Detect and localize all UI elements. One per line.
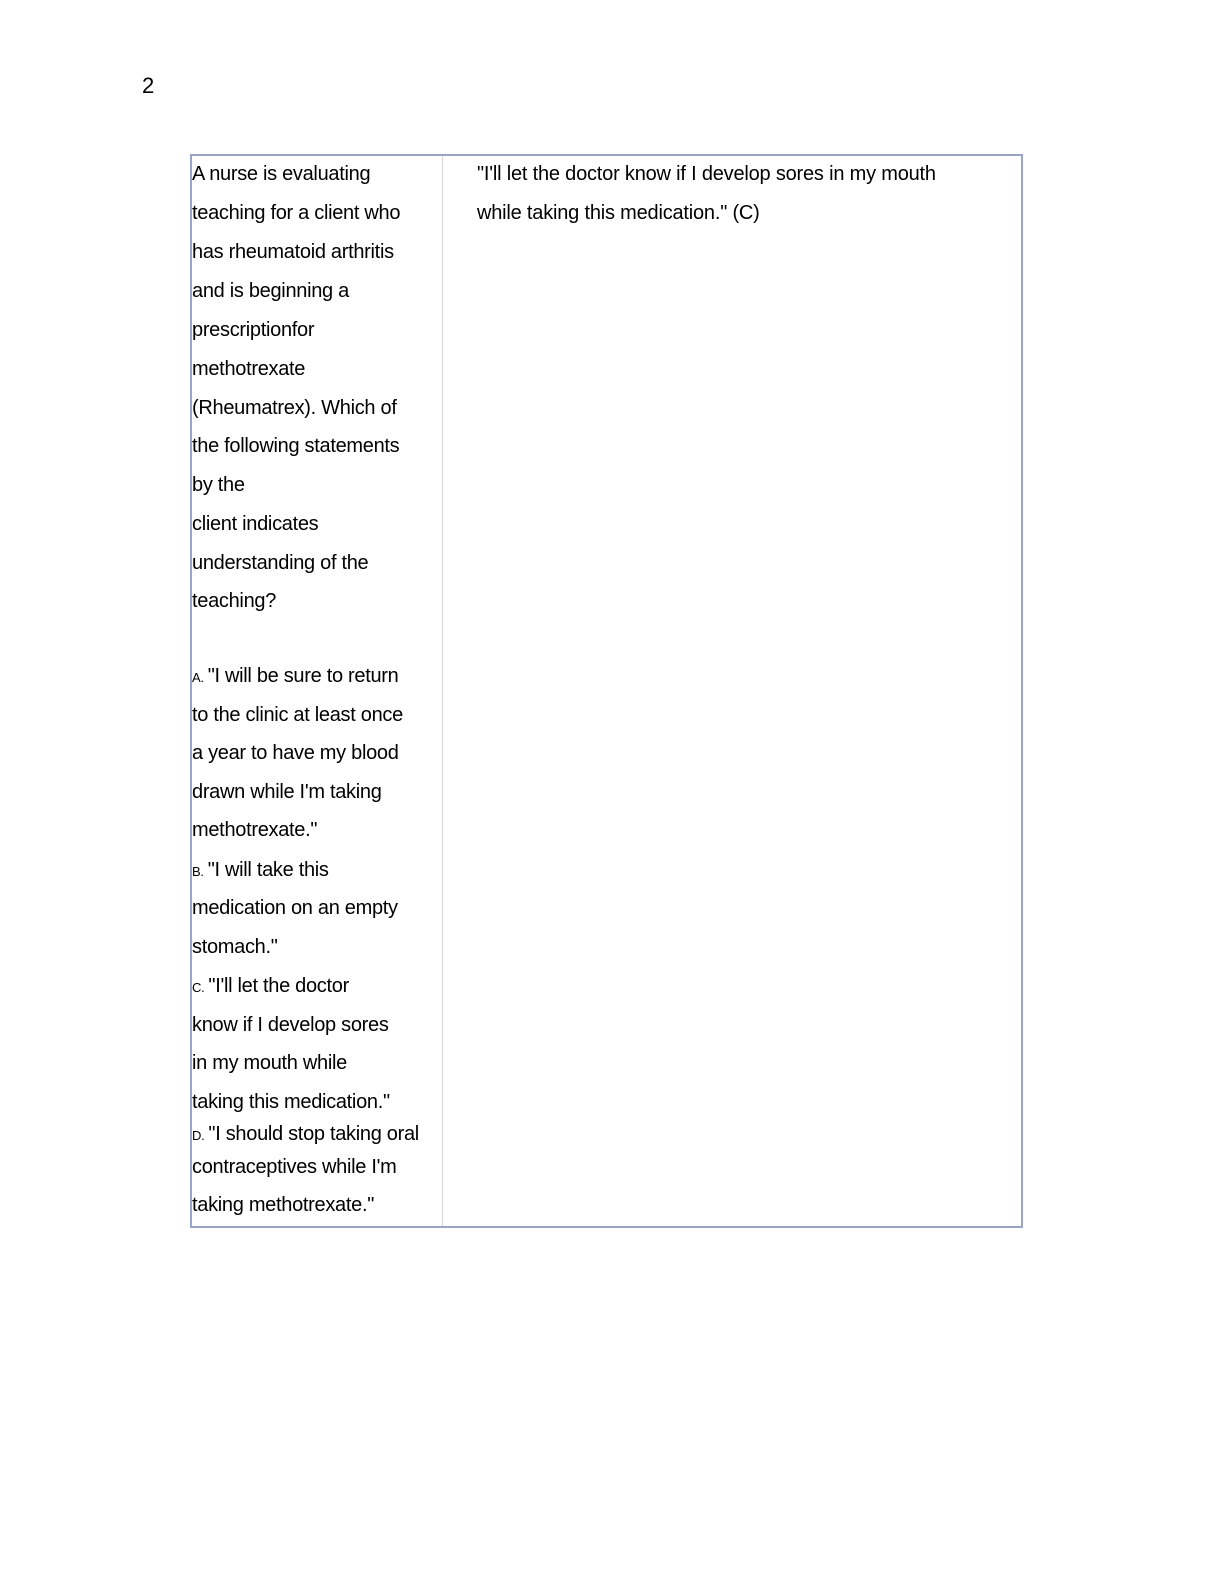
question-stem-line: teaching for a client who bbox=[192, 202, 401, 224]
question-cell bbox=[192, 156, 443, 1226]
option-letter: D. bbox=[192, 1128, 205, 1143]
question-stem-line: has rheumatoid arthritis bbox=[192, 241, 394, 263]
question-stem-line: teaching? bbox=[192, 590, 277, 612]
option-text-line: "I will take this bbox=[207, 859, 329, 881]
question-stem-line: prescriptionfor bbox=[192, 319, 315, 341]
option-text-line: methotrexate." bbox=[192, 819, 318, 841]
option-letter: C. bbox=[192, 980, 205, 995]
page-number: 2 bbox=[142, 73, 155, 98]
question-stem-line: (Rheumatrex). Which of bbox=[192, 397, 397, 419]
option-text-line: to the clinic at least once bbox=[192, 704, 403, 726]
question-stem-line: the following statements bbox=[192, 435, 400, 457]
option-text-line: medication on an empty bbox=[192, 897, 398, 919]
option-text-line: taking methotrexate." bbox=[192, 1194, 375, 1216]
option-text-line: know if I develop sores bbox=[192, 1014, 389, 1036]
option-c bbox=[192, 974, 349, 1000]
option-text-line: a year to have my blood bbox=[192, 742, 399, 764]
question-stem-line: A nurse is evaluating bbox=[192, 163, 371, 185]
option-text-line: "I'll let the doctor bbox=[208, 975, 349, 997]
answer-text-line: "I'll let the doctor know if I develop sores in my mouth bbox=[477, 163, 936, 185]
option-text-line: taking this medication." bbox=[192, 1091, 390, 1113]
option-d bbox=[192, 1122, 419, 1148]
option-a bbox=[192, 664, 398, 690]
option-text-line: stomach." bbox=[192, 936, 278, 958]
option-text-line: "I should stop taking oral bbox=[208, 1123, 419, 1145]
question-stem-line: and is beginning a bbox=[192, 280, 349, 302]
question-stem-line: understanding of the bbox=[192, 552, 369, 574]
option-text-line: in my mouth while bbox=[192, 1052, 347, 1074]
answer-cell bbox=[444, 156, 1021, 1226]
option-text-line: drawn while I'm taking bbox=[192, 781, 382, 803]
question-stem-line: client indicates bbox=[192, 513, 319, 535]
question-answer-table bbox=[190, 154, 1023, 1228]
option-letter: A. bbox=[192, 670, 204, 685]
option-text-line: contraceptives while I'm bbox=[192, 1156, 397, 1178]
question-stem-line: by the bbox=[192, 474, 245, 496]
option-letter: B. bbox=[192, 864, 204, 879]
answer-text-line: while taking this medication." (C) bbox=[477, 202, 760, 224]
option-text-line: "I will be sure to return bbox=[207, 665, 399, 687]
option-b bbox=[192, 858, 329, 884]
question-stem-line: methotrexate bbox=[192, 358, 306, 380]
